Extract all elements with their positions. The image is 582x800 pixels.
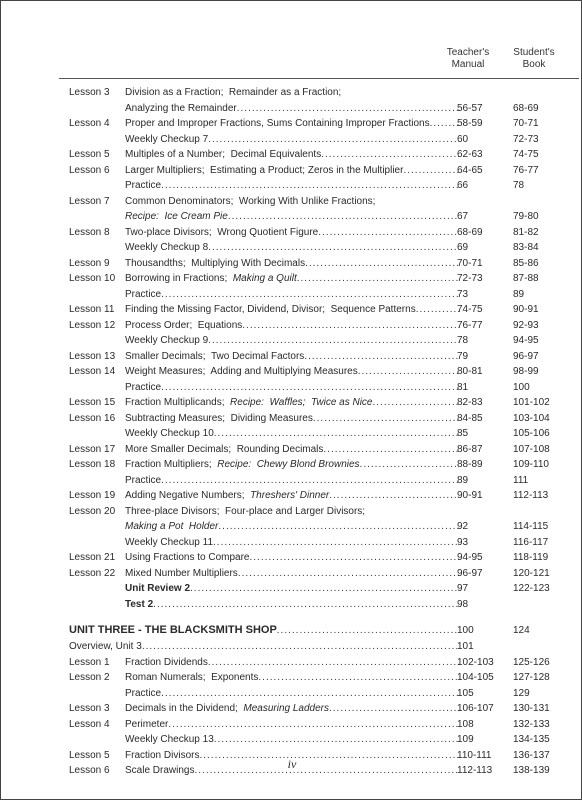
toc-row xyxy=(1,318,582,334)
entry-title-text: Thousandths; Multiplying With Decimals xyxy=(125,257,306,269)
entry-title-text: Process Order; Equations xyxy=(125,319,243,331)
entry-title-text: Weekly Checkup 11 xyxy=(125,536,214,548)
toc-row xyxy=(1,287,582,303)
table-of-contents xyxy=(1,85,582,779)
entry-title-text: Recipe: Waffles; Twice as Nice xyxy=(230,397,373,408)
toc-row xyxy=(1,163,582,179)
entry-title xyxy=(69,639,459,655)
entry-title xyxy=(125,670,459,686)
teacher-manual-pages: 106-107 xyxy=(457,703,494,714)
toc-row xyxy=(1,147,582,163)
teacher-manual-pages: 88-89 xyxy=(457,459,483,470)
entry-title xyxy=(125,519,459,535)
teacher-manual-pages: 92 xyxy=(457,521,469,532)
lesson-label: Lesson 11 xyxy=(69,304,115,315)
student-book-pages: 124 xyxy=(513,625,530,636)
entry-title-text: Recipe: Ice Cream Pie xyxy=(125,211,228,222)
teacher-manual-pages: 108 xyxy=(457,718,474,730)
toc-row xyxy=(1,333,582,349)
toc-row xyxy=(1,426,582,442)
dot-leader xyxy=(161,380,459,396)
lesson-label: Lesson 5 xyxy=(69,749,110,761)
dot-leader xyxy=(250,550,460,566)
teacher-manual-pages: 105 xyxy=(457,687,474,699)
entry-title-text: Weekly Checkup 10 xyxy=(125,428,214,439)
student-book-pages: 129 xyxy=(513,687,530,699)
teacher-manual-pages: 100 xyxy=(457,625,474,636)
student-book-pages: 87-88 xyxy=(513,273,539,284)
toc-row xyxy=(1,655,582,671)
entry-title xyxy=(125,333,459,349)
entry-title xyxy=(125,597,459,613)
dot-leader xyxy=(208,132,459,148)
teacher-manual-pages: 70-71 xyxy=(457,257,483,269)
toc-row xyxy=(1,116,582,132)
entry-title xyxy=(125,364,459,380)
student-book-pages: 68-69 xyxy=(513,102,539,114)
entry-title xyxy=(125,686,459,702)
student-book-pages: 98-99 xyxy=(513,366,539,377)
dot-leader xyxy=(161,686,459,702)
dot-leader xyxy=(153,597,459,613)
dot-leader xyxy=(214,732,459,748)
dot-leader xyxy=(304,349,459,365)
teacher-manual-pages: 80-81 xyxy=(457,366,483,377)
dot-leader xyxy=(208,333,459,349)
dot-leader xyxy=(208,655,459,671)
student-book-pages: 111 xyxy=(513,474,529,486)
header-divider xyxy=(59,78,579,79)
entry-title xyxy=(125,717,459,733)
dot-leader xyxy=(329,701,459,717)
lesson-label: Lesson 2 xyxy=(69,672,110,683)
entry-title xyxy=(125,550,459,566)
toc-row xyxy=(1,535,582,551)
lesson-label: Lesson 12 xyxy=(69,319,116,331)
lesson-label: Lesson 3 xyxy=(69,703,110,714)
lesson-label: Lesson 17 xyxy=(69,443,116,455)
lesson-label: Lesson 18 xyxy=(69,459,116,470)
entry-title-text: Larger Multipliers; Estimating a Product; Zeros in the Multiplier xyxy=(125,164,404,176)
toc-row xyxy=(1,732,582,748)
toc-row xyxy=(1,550,582,566)
entry-title-text: Making a Pot Holder xyxy=(125,521,219,532)
toc-row xyxy=(1,380,582,396)
unit-heading-row xyxy=(1,622,582,639)
entry-title xyxy=(125,256,459,272)
dot-leader xyxy=(214,426,459,442)
lesson-label: Lesson 8 xyxy=(69,226,110,238)
entry-title-text: Practice xyxy=(125,687,162,699)
dot-leader xyxy=(228,209,459,225)
entry-title xyxy=(125,457,459,473)
student-book-pages: 132-133 xyxy=(513,718,550,730)
student-book-pages: 81-82 xyxy=(513,226,539,238)
entry-title xyxy=(125,147,459,163)
lesson-label: Lesson 19 xyxy=(69,490,116,501)
toc-row xyxy=(1,349,582,365)
entry-title-text: Smaller Decimals; Two Decimal Factors xyxy=(125,350,305,362)
teacher-manual-pages: 109 xyxy=(457,734,474,745)
teacher-manual-pages: 68-69 xyxy=(457,226,483,238)
teacher-manual-pages: 64-65 xyxy=(457,164,483,176)
lesson-label: Lesson 16 xyxy=(69,412,116,424)
dot-leader xyxy=(218,519,459,535)
entry-title xyxy=(125,473,459,489)
teacher-manual-pages: 66 xyxy=(457,180,469,191)
entry-title xyxy=(125,426,459,442)
entry-title-text: Decimals in the Dividend; xyxy=(125,703,244,714)
entry-title-text: Practice xyxy=(125,180,162,191)
toc-row xyxy=(1,132,582,148)
student-book-pages: 134-135 xyxy=(513,734,550,745)
entry-title-text: Roman Numerals; Exponents xyxy=(125,672,259,683)
entry-title-text: Test 2 xyxy=(125,598,154,610)
entry-title-text: Practice xyxy=(125,381,162,393)
entry-title-text: Finding the Missing Factor, Dividend, Divisor; Sequence Patterns xyxy=(125,304,416,315)
teacher-manual-pages: 84-85 xyxy=(457,412,483,424)
lesson-label: Lesson 5 xyxy=(69,149,110,160)
teacher-manual-pages: 74-75 xyxy=(457,304,483,315)
student-book-pages: 90-91 xyxy=(513,304,539,315)
teacher-manual-pages: 69 xyxy=(457,242,469,253)
toc-row xyxy=(1,240,582,256)
lesson-label: Lesson 10 xyxy=(69,273,116,284)
student-book-pages: 94-95 xyxy=(513,335,539,346)
teacher-manual-pages: 89 xyxy=(457,474,469,486)
entry-title xyxy=(125,163,459,179)
toc-row xyxy=(1,85,582,101)
toc-row xyxy=(1,581,582,597)
entry-title-text: Subtracting Measures; Dividing Measures xyxy=(125,412,313,424)
teacher-manual-pages: 56-57 xyxy=(457,102,483,114)
student-book-pages: 118-119 xyxy=(513,552,549,563)
student-book-pages: 101-102 xyxy=(513,397,550,408)
entry-title xyxy=(125,287,459,303)
entry-title-text: Fraction Multipliers; xyxy=(125,459,218,470)
student-book-pages: 138-139 xyxy=(513,765,550,776)
student-book-pages: 105-106 xyxy=(513,428,550,439)
dot-leader xyxy=(360,457,459,473)
student-book-pages: 112-113 xyxy=(513,490,549,501)
student-book-pages: 92-93 xyxy=(513,319,539,331)
entry-title-text: Perimeter xyxy=(125,718,169,730)
entry-title xyxy=(125,732,459,748)
teacher-manual-column-header: Teacher's Manual xyxy=(446,47,490,70)
lesson-label: Lesson 6 xyxy=(69,164,110,176)
teacher-manual-pages: 72-73 xyxy=(457,273,483,284)
teacher-manual-pages: 81 xyxy=(457,381,469,393)
student-book-pages: 70-71 xyxy=(513,118,539,129)
student-book-pages: 72-73 xyxy=(513,133,539,145)
student-book-pages: 130-131 xyxy=(513,703,550,714)
dot-leader xyxy=(242,318,459,334)
entry-title-text: Fraction Dividends xyxy=(125,656,208,668)
toc-row xyxy=(1,519,582,535)
toc-row xyxy=(1,686,582,702)
entry-title-text: Mixed Number Multipliers xyxy=(125,567,238,579)
entry-title xyxy=(125,116,459,132)
teacher-manual-pages: 85 xyxy=(457,428,469,439)
teacher-manual-pages: 112-113 xyxy=(457,765,493,776)
entry-title-text: Scale Drawings xyxy=(125,765,195,776)
student-book-pages: 100 xyxy=(513,381,530,393)
entry-title xyxy=(125,225,459,241)
toc-row xyxy=(1,504,582,520)
entry-title-text: Using Fractions to Compare xyxy=(125,552,250,563)
dot-leader xyxy=(358,364,459,380)
entry-title-text: Weekly Checkup 8 xyxy=(125,242,209,253)
entry-title-text: Multiples of a Number; Decimal Equivalents xyxy=(125,149,322,160)
teacher-manual-pages: 96-97 xyxy=(457,567,483,579)
lesson-label: Lesson 4 xyxy=(69,718,110,730)
entry-title xyxy=(125,701,459,717)
student-book-pages: 125-126 xyxy=(513,656,550,668)
student-book-pages: 136-137 xyxy=(513,749,550,761)
student-book-column-header: Student's Book xyxy=(513,47,555,70)
teacher-manual-pages: 79 xyxy=(457,350,469,362)
entry-title-text: Measuring Ladders xyxy=(243,703,329,714)
entry-title-text: Borrowing in Fractions; xyxy=(125,273,233,284)
student-book-pages: 83-84 xyxy=(513,242,539,253)
teacher-manual-pages: 78 xyxy=(457,335,469,346)
student-book-pages: 76-77 xyxy=(513,164,539,176)
toc-row xyxy=(1,597,582,613)
entry-title xyxy=(125,271,459,287)
entry-title xyxy=(125,581,459,597)
toc-row xyxy=(1,411,582,427)
entry-title xyxy=(125,380,459,396)
lesson-label: Lesson 4 xyxy=(69,118,110,129)
lesson-label: Lesson 21 xyxy=(69,552,116,563)
teacher-manual-pages: 86-87 xyxy=(457,443,483,455)
entry-title-text: Practice xyxy=(125,474,162,486)
dot-leader xyxy=(321,147,459,163)
teacher-manual-pages: 101 xyxy=(457,641,474,652)
dot-leader xyxy=(161,473,459,489)
toc-row xyxy=(1,101,582,117)
toc-row xyxy=(1,225,582,241)
toc-row xyxy=(1,271,582,287)
entry-title-text: Making a Quilt xyxy=(232,273,297,284)
entry-title-text: Two-place Divisors; Wrong Quotient Figure xyxy=(125,226,319,238)
entry-title-text: More Smaller Decimals; Rounding Decimals xyxy=(125,443,324,455)
entry-title xyxy=(125,535,459,551)
student-book-pages: 103-104 xyxy=(513,412,550,424)
toc-row xyxy=(1,395,582,411)
entry-title xyxy=(125,302,459,318)
toc-row xyxy=(1,364,582,380)
entry-title-text: Weekly Checkup 9 xyxy=(125,335,209,346)
teacher-manual-pages: 62-63 xyxy=(457,149,483,160)
dot-leader xyxy=(213,535,459,551)
dot-leader xyxy=(277,622,459,639)
entry-title-text: Unit Review 2 xyxy=(125,583,191,594)
entry-title-text: Analyzing the Remainder xyxy=(125,102,237,114)
toc-row xyxy=(1,442,582,458)
entry-title xyxy=(125,209,459,225)
dot-leader xyxy=(403,163,459,179)
entry-title xyxy=(125,240,459,256)
entry-title xyxy=(125,101,459,117)
entry-title-text: UNIT THREE - THE BLACKSMITH SHOP xyxy=(69,624,277,636)
entry-title xyxy=(125,349,459,365)
teacher-manual-pages: 98 xyxy=(457,598,469,610)
toc-row xyxy=(1,256,582,272)
dot-leader xyxy=(313,411,459,427)
lesson-label: Lesson 20 xyxy=(69,505,116,517)
dot-leader xyxy=(318,225,459,241)
student-book-pages: 122-123 xyxy=(513,583,550,594)
entry-title-text: Division as a Fraction; Remainder as a Fraction; xyxy=(125,87,342,98)
student-book-pages: 74-75 xyxy=(513,149,539,160)
dot-leader xyxy=(430,116,459,132)
teacher-manual-pages: 60 xyxy=(457,133,469,145)
entry-title-text: Weekly Checkup 7 xyxy=(125,133,209,145)
student-book-pages: 107-108 xyxy=(513,443,550,455)
teacher-manual-pages: 76-77 xyxy=(457,319,483,331)
dot-leader xyxy=(323,442,459,458)
student-book-pages: 85-86 xyxy=(513,257,539,269)
lesson-label: Lesson 3 xyxy=(69,87,110,98)
entry-title-text: Practice xyxy=(125,288,162,300)
entry-title xyxy=(125,85,459,101)
teacher-manual-pages: 104-105 xyxy=(457,672,494,683)
dot-leader xyxy=(142,639,459,655)
entry-title-text: Weekly Checkup 13 xyxy=(125,734,214,745)
toc-row xyxy=(1,670,582,686)
lesson-label: Lesson 15 xyxy=(69,397,116,408)
dot-leader xyxy=(161,287,459,303)
dot-leader xyxy=(373,395,460,411)
entry-title xyxy=(125,194,459,210)
teacher-manual-pages: 110-111 xyxy=(457,749,492,761)
entry-title-text: Common Denominators; Working With Unlike Fractions; xyxy=(125,195,376,207)
dot-leader xyxy=(305,256,459,272)
entry-title xyxy=(125,178,459,194)
entry-title-text: Overview, Unit 3 xyxy=(69,641,142,652)
dot-leader xyxy=(190,581,459,597)
dot-leader xyxy=(297,271,459,287)
dot-leader xyxy=(237,101,459,117)
lesson-label: Lesson 1 xyxy=(69,656,110,668)
student-book-pages: 114-115 xyxy=(513,521,549,532)
entry-title xyxy=(125,395,459,411)
entry-title-text: Proper and Improper Fractions, Sums Containing Improper Fractions xyxy=(125,118,430,129)
entry-title-text: Fraction Multiplicands; xyxy=(125,397,231,408)
teacher-manual-pages: 73 xyxy=(457,288,469,300)
entry-title xyxy=(125,442,459,458)
student-book-pages: 89 xyxy=(513,288,525,300)
toc-row xyxy=(1,194,582,210)
entry-title-text: Threshers' Dinner xyxy=(250,490,330,501)
lesson-label: Lesson 7 xyxy=(69,195,110,207)
dot-leader xyxy=(416,302,459,318)
entry-title-text: Three-place Divisors; Four-place and Larger Divisors; xyxy=(125,505,366,517)
teacher-manual-pages: 94-95 xyxy=(457,552,483,563)
lesson-label: Lesson 6 xyxy=(69,765,110,776)
dot-leader xyxy=(258,670,459,686)
page-number: iv xyxy=(287,757,297,771)
lesson-label: Lesson 9 xyxy=(69,257,110,269)
student-book-pages: 116-117 xyxy=(513,536,549,548)
toc-row xyxy=(1,701,582,717)
dot-leader xyxy=(329,488,459,504)
toc-row xyxy=(1,302,582,318)
dot-leader xyxy=(168,717,459,733)
teacher-manual-pages: 90-91 xyxy=(457,490,483,501)
entry-title xyxy=(125,566,459,582)
entry-title xyxy=(125,318,459,334)
entry-title-text: Recipe: Chewy Blond Brownies xyxy=(217,459,360,470)
entry-title xyxy=(125,411,459,427)
toc-row xyxy=(1,488,582,504)
entry-title-text: Weight Measures; Adding and Multiplying Measures xyxy=(125,366,358,377)
entry-title xyxy=(125,488,459,504)
dot-leader xyxy=(161,178,459,194)
dot-leader xyxy=(208,240,459,256)
entry-title xyxy=(125,132,459,148)
teacher-manual-pages: 67 xyxy=(457,211,469,222)
teacher-manual-pages: 102-103 xyxy=(457,656,494,668)
teacher-manual-pages: 58-59 xyxy=(457,118,483,129)
dot-leader xyxy=(238,566,459,582)
entry-title xyxy=(69,622,459,639)
student-book-pages: 120-121 xyxy=(513,567,550,579)
toc-row xyxy=(1,178,582,194)
toc-row xyxy=(1,717,582,733)
student-book-pages: 109-110 xyxy=(513,459,549,470)
toc-row xyxy=(1,473,582,489)
lesson-label: Lesson 13 xyxy=(69,350,116,362)
entry-title-text: Fraction Divisors xyxy=(125,749,200,761)
student-book-pages: 79-80 xyxy=(513,211,539,222)
unit-overview-row xyxy=(1,639,582,655)
toc-row xyxy=(1,457,582,473)
lesson-label: Lesson 14 xyxy=(69,366,116,377)
student-book-pages: 78 xyxy=(513,180,525,191)
entry-title xyxy=(125,655,459,671)
student-book-pages: 96-97 xyxy=(513,350,539,362)
toc-row xyxy=(1,566,582,582)
teacher-manual-pages: 97 xyxy=(457,583,469,594)
teacher-manual-pages: 93 xyxy=(457,536,469,548)
student-book-pages: 127-128 xyxy=(513,672,550,683)
entry-title xyxy=(125,504,459,520)
teacher-manual-pages: 82-83 xyxy=(457,397,483,408)
entry-title-text: Adding Negative Numbers; xyxy=(125,490,251,501)
lesson-label: Lesson 22 xyxy=(69,567,116,579)
toc-row xyxy=(1,209,582,225)
